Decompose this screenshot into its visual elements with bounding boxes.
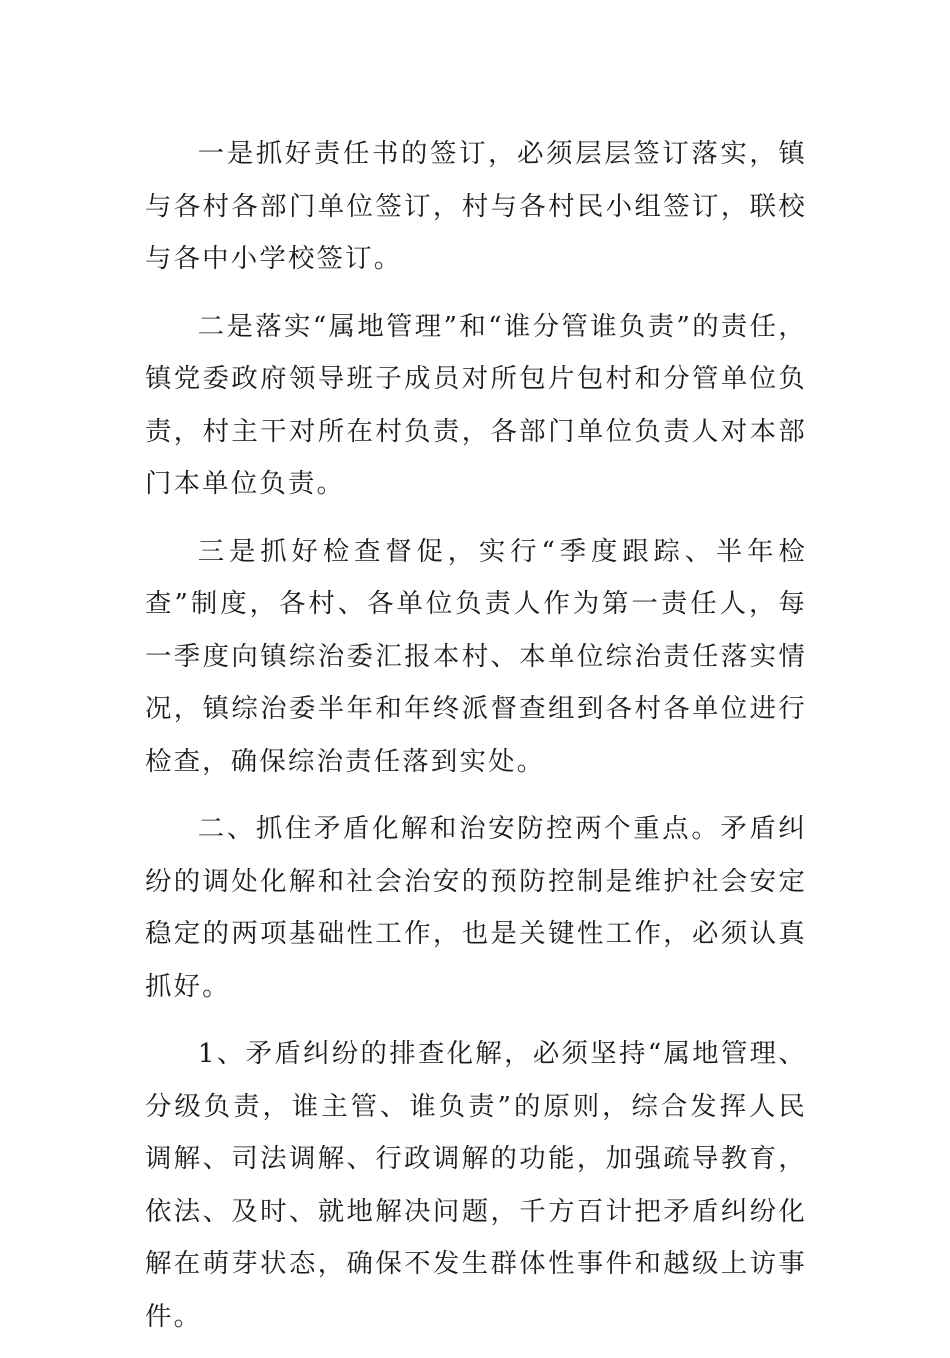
paragraph-dispute-resolution: 1、矛盾纠纷的排查化解，必须坚持“属地管理、分级负责，谁主管、谁负责”的原则，综合发挥人民调解、司法调解、行政调解的功能，加强疏导教育，依法、及时、就地解决问题，千方百计把矛盾纠纷化解在萌芽状态，确保不发生群体性事件和越级上访事件。: [145, 1038, 807, 1332]
paragraph-inspection-supervision: 三是抓好检查督促，实行“季度跟踪、半年检查”制度，各村、各单位负责人作为第一责任人，每一季度向镇综治委汇报本村、本单位综治责任落实情况，镇综治委半年和年终派督查组到各村各单位进行检查，确保综治责任落到实处。: [145, 535, 807, 777]
document-body: [145, 128, 807, 1358]
paragraph-territorial-management: 二是落实“属地管理”和“谁分管谁负责”的责任，镇党委政府领导班子成员对所包片包村和分管单位负责，村主干对所在村负责，各部门单位负责人对本部门本单位负责。: [145, 310, 807, 499]
paragraph-responsibility-signing: 一是抓好责任书的签订，必须层层签订落实，镇与各村各部门单位签订，村与各村民小组签订，联校与各中小学校签订。: [145, 138, 807, 274]
paragraph-section-two-heading: 二、抓住矛盾化解和治安防控两个重点。矛盾纠纷的调处化解和社会治安的预防控制是维护社会安定稳定的两项基础性工作，也是关键性工作，必须认真抓好。: [145, 813, 807, 1002]
